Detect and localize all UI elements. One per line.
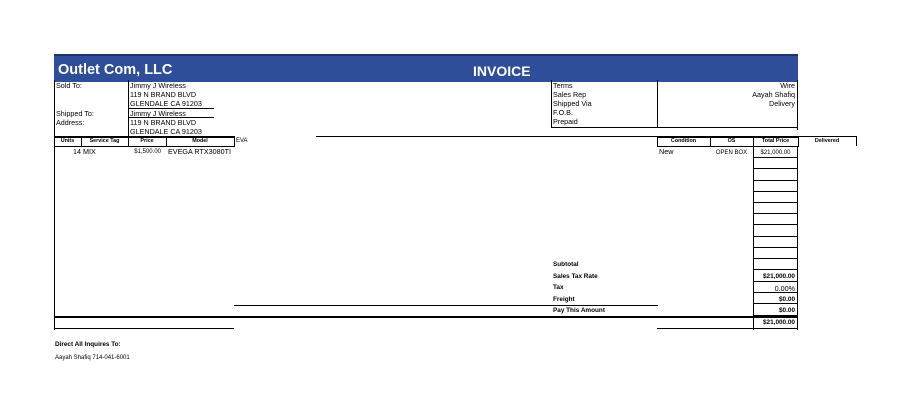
shipped-to-address1: 119 N BRAND BLVD [130,118,197,127]
col-header-units: Units [60,138,75,144]
total-cell-line [753,180,798,181]
freight-value: $0.00 [779,296,795,303]
terms-value: Wire [780,81,795,90]
total-cell-line [753,202,798,203]
prepaid-label: Prepaid [553,117,578,126]
subtotal-label: Subtotal [553,261,579,268]
sold-to-label: Sold To: [56,81,82,90]
delivered-right-border [856,136,857,146]
inquiries-heading: Direct All Inquires To: [55,341,121,348]
row-units: 14 MIX [73,147,96,156]
col-header-service-tag: Service Tag [89,138,120,144]
total-cell-line [753,191,798,192]
totals-line [753,269,798,270]
frame-left-border [54,80,55,330]
sold-to-address1: 119 N BRAND BLVD [130,90,197,99]
shipped-via-label: Shipped Via [553,99,592,108]
col-header-model: Model [192,138,208,144]
row-total: $21,000.00 [760,150,791,156]
total-cell-line [753,236,798,237]
row-os: OPEN BOX [715,150,748,156]
total-cell-line [753,168,798,169]
address-label: Address: [56,118,85,127]
terms-left-border [551,80,552,127]
sales-tax-rate-label: Sales Tax Rate [553,273,598,280]
sold-to-name: Jimmy J Wireless [130,81,186,90]
sales-tax-rate-value: $21,000.00 [763,273,795,280]
tax-label: Tax [553,284,564,291]
inquiries-contact: Aayah Shafiq 714-041-6001 [55,355,130,361]
col-header-delivered: Delivered [814,138,840,144]
shipped-to-name: Jimmy J Wireless [130,109,186,118]
total-cell-line [753,258,798,259]
shipped-via-value: Delivery [769,99,795,108]
col-header-total-price: Total Price [761,138,790,144]
col-header-condition: Condition [670,138,697,144]
freight-label: Freight [553,296,575,303]
shipped-to-underline [128,117,214,118]
bottom-rule-left [54,328,234,329]
table-bottom-border [54,316,798,318]
totals-line [753,281,798,282]
grand-total-value: $21,000.00 [763,319,795,326]
bottom-rule-right [657,328,798,329]
freight-rule [234,305,658,306]
pay-this-amount-value: $0.00 [779,307,795,314]
fob-label: F.O.B. [553,108,573,117]
shipped-to-address2: GLENDALE CA 91203 [130,127,202,136]
row-price: $1,500.00 [134,149,161,155]
total-cell-line [753,157,798,158]
totals-line [753,303,798,304]
sales-rep-label: Sales Rep [553,90,587,99]
col-header-price: Price [140,138,154,144]
row-model: EVEGA RTX3080TI [168,147,231,156]
eva-label: EVA [236,138,248,144]
row-condition: New [659,147,674,156]
total-cell-line [753,247,798,248]
totals-line [753,292,798,293]
eva-divider [234,136,235,146]
total-cell-line [753,213,798,214]
tax-value: 0.00% [774,284,795,293]
frame-right-border-top [797,80,798,130]
terms-divider [657,80,658,127]
company-name: Outlet Com, LLC [58,62,173,78]
terms-bottom-border [551,127,798,128]
invoice-title: INVOICE [473,63,531,79]
pay-this-amount-label: Pay This Amount [553,307,605,314]
sold-to-address2: GLENDALE CA 91203 [130,99,202,108]
terms-label: Terms [553,81,573,90]
shipped-to-label: Shipped To: [56,109,94,118]
total-cell-line [753,224,798,225]
sales-rep-value: Aayah Shafiq [752,90,795,99]
col-header-os: OS [727,138,736,144]
